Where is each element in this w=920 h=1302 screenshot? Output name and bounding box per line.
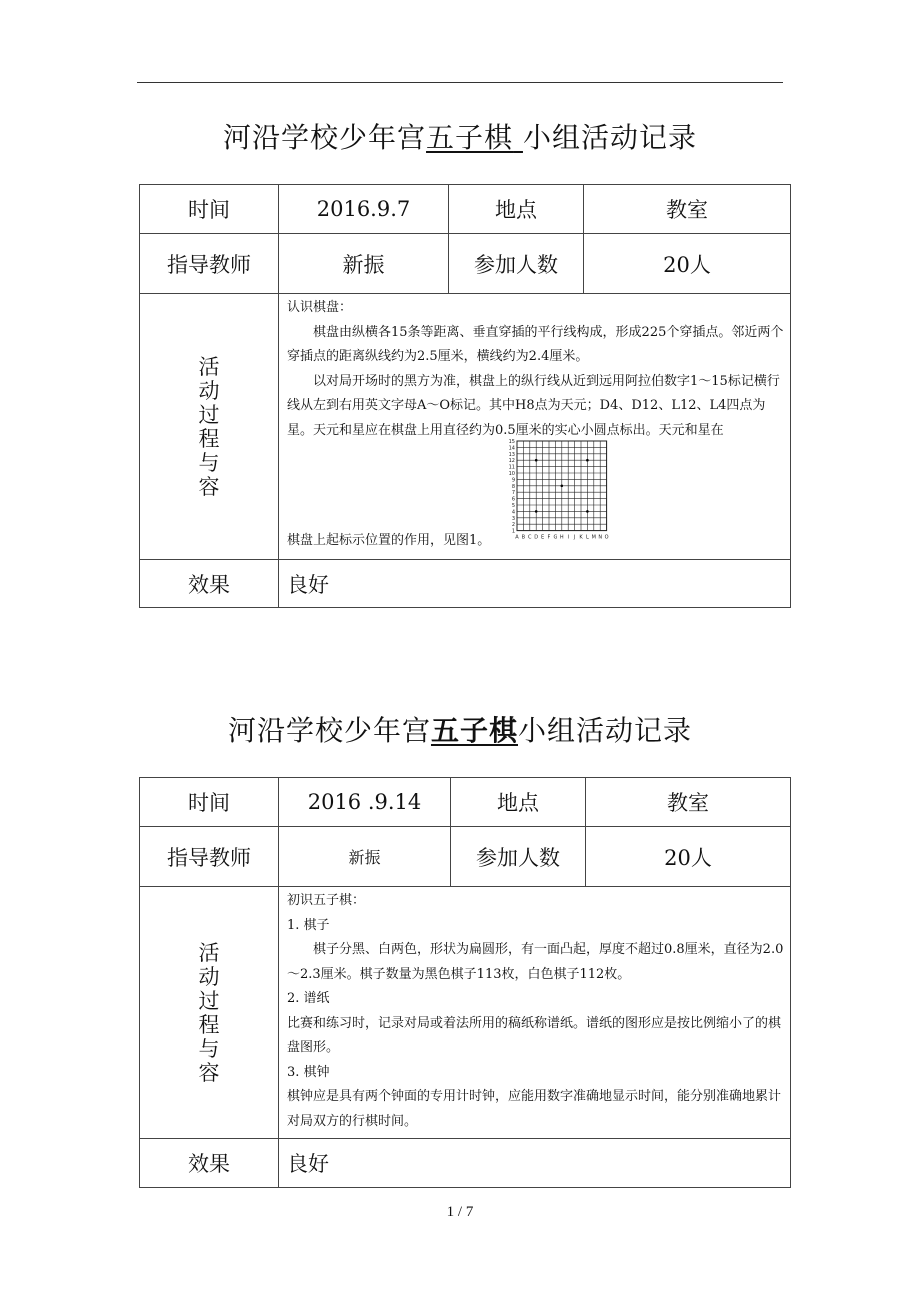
title-suffix: 小组活动记录 — [518, 714, 693, 747]
svg-text:B: B — [521, 534, 526, 541]
title-suffix: 小组活动记录 — [522, 121, 697, 154]
svg-text:5: 5 — [511, 503, 515, 509]
place-value: 教室 — [586, 778, 791, 827]
svg-text:9: 9 — [511, 477, 515, 484]
content-paragraph: 以对局开场时的黑方为准，棋盘上的纵行线从近到远用阿拉伯数字1～15标记横行线从左到右用英文字母A～O标记。其中H8点为天元；D4、D12、L12、L4四点为星。天元和星应在棋盘上用直径约为0.5厘米的实心小圆点标出。天元和星在 — [287, 373, 780, 438]
content-paragraph: 2. 谱纸 — [287, 991, 330, 1006]
title-underline-trail — [513, 121, 523, 154]
svg-text:D: D — [534, 534, 539, 541]
content-paragraph: 1. 棋子 — [287, 917, 330, 933]
svg-text:A: A — [515, 534, 519, 541]
svg-text:8: 8 — [511, 483, 515, 490]
title-prefix: 河沿学校少年宫 — [223, 121, 427, 154]
page-header-rule — [137, 82, 783, 83]
place-label: 地点 — [451, 778, 586, 827]
result-label: 效果 — [140, 1139, 279, 1188]
place-value: 教室 — [584, 185, 791, 234]
result-value: 良好 — [279, 560, 791, 608]
svg-text:G: G — [553, 534, 558, 541]
content-paragraphs — [287, 296, 784, 443]
page-number: 1 / 7 — [446, 1204, 474, 1220]
svg-text:H: H — [559, 534, 564, 541]
svg-text:L: L — [586, 534, 589, 541]
go-board-figure — [499, 437, 613, 549]
teacher-label: 指导教师 — [140, 234, 279, 294]
svg-text:6: 6 — [511, 496, 515, 503]
svg-text:2: 2 — [511, 522, 515, 529]
record-2-table — [139, 777, 791, 1188]
place-label: 地点 — [449, 185, 584, 234]
content-paragraph: 棋盘由纵横各15条等距离、垂直穿插的平行线构成，形成225个穿插点。邻近两个穿插点的距离纵线约为2.5厘米，横线约为2.4厘米。 — [287, 324, 784, 364]
time-value: 2016.9.7 — [279, 185, 449, 234]
activity-label-cell — [140, 294, 279, 560]
activity-content — [279, 887, 791, 1139]
content-paragraph: 初识五子棋： — [287, 893, 366, 908]
svg-text:4: 4 — [511, 509, 515, 516]
count-label: 参加人数 — [449, 234, 584, 294]
svg-text:1: 1 — [511, 528, 515, 535]
teacher-label: 指导教师 — [140, 827, 279, 887]
teacher-value: 新振 — [279, 827, 451, 887]
svg-text:E: E — [541, 534, 545, 541]
svg-text:M: M — [591, 534, 596, 541]
time-label: 时间 — [140, 185, 279, 234]
record-2-title — [0, 709, 920, 749]
time-label: 时间 — [140, 778, 279, 827]
title-prefix: 河沿学校少年宫 — [227, 714, 431, 747]
content-paragraph: 认识棋盘： — [287, 300, 353, 315]
svg-text:10: 10 — [508, 471, 515, 477]
activity-content — [279, 294, 791, 560]
svg-text:I: I — [567, 534, 569, 541]
title-subject: 五子棋 — [430, 714, 518, 747]
count-label: 参加人数 — [451, 827, 586, 887]
record-1-table — [139, 184, 791, 608]
svg-text:F: F — [547, 534, 551, 541]
svg-text:13: 13 — [508, 451, 515, 458]
svg-text:12: 12 — [508, 458, 515, 465]
svg-text:J: J — [573, 534, 576, 541]
content-paragraph: 棋钟应是具有两个钟面的专用计时钟，应能用数字准确地显示时间，能分别准确地累计对局双方的行棋时间。 — [287, 1089, 782, 1129]
svg-text:C: C — [528, 534, 532, 541]
svg-text:N: N — [598, 534, 603, 541]
svg-text:7: 7 — [511, 490, 515, 497]
teacher-value: 新振 — [279, 234, 449, 294]
count-value: 20人 — [584, 234, 791, 294]
title-subject: 五子棋 — [426, 121, 514, 154]
activity-label-cell — [140, 887, 279, 1139]
activity-label: 活动过程与容 — [198, 354, 220, 499]
title-underlined-group — [426, 121, 523, 154]
content-paragraph: 比赛和练习时，记录对局或着法所用的稿纸称谱纸。谱纸的图形应是按比例缩小了的棋盘图形。 — [287, 1015, 782, 1055]
result-value: 良好 — [279, 1139, 791, 1188]
time-value: 2016 .9.14 — [279, 778, 451, 827]
content-paragraph: 棋子分黑、白两色，形状为扁圆形，有一面凸起，厚度不超过0.8厘米，直径为2.0～2.3厘米。棋子数量为黑色棋子113枚，白色棋子112枚。 — [287, 942, 784, 982]
content-paragraphs — [287, 889, 784, 1134]
svg-text:O: O — [604, 534, 609, 541]
content-paragraph: 3. 棋钟 — [287, 1064, 330, 1080]
content-tail: 棋盘上起标示位置的作用，见图1。 — [287, 532, 491, 548]
svg-text:14: 14 — [508, 445, 515, 452]
count-value: 20人 — [586, 827, 791, 887]
svg-text:K: K — [579, 534, 583, 541]
svg-text:11: 11 — [508, 464, 515, 471]
svg-text:3: 3 — [511, 515, 515, 522]
activity-label: 活动过程与容 — [198, 940, 220, 1085]
svg-text:15: 15 — [508, 439, 515, 445]
record-1-title — [0, 116, 920, 156]
result-label: 效果 — [140, 560, 279, 608]
